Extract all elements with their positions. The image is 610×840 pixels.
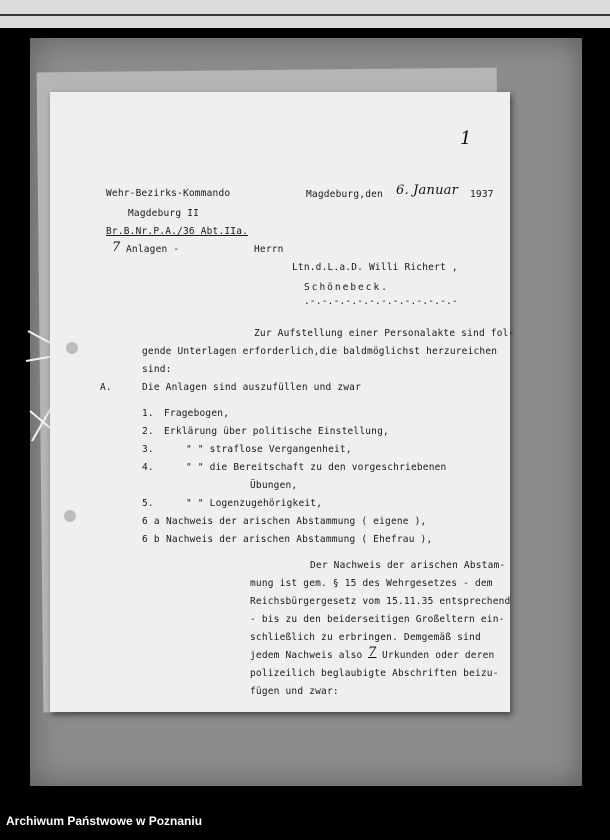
attachments-count: 7 [112,240,121,255]
section-letter: A. [100,382,112,393]
item-text: Erklärung über politische Einstellung, [164,426,389,437]
closing-line-3: Reichsbürgergesetz vom 15.11.35 entsprechend [250,596,511,607]
closing-line-8: fügen und zwar: [250,686,339,697]
urkunden-count: 7 [368,645,377,660]
top-rule [0,14,610,16]
intro-line-3: sind: [142,364,172,375]
salutation: Herrn [254,244,284,255]
punch-hole [64,510,76,522]
punch-hole [66,342,78,354]
closing-line-6a: jedem Nachweis also [250,650,363,661]
intro-line-2: gende Unterlagen erforderlich,die baldmöglichst herzureichen [142,346,498,357]
attachments-label: Anlagen - [126,244,180,255]
item-text: Übungen, [250,480,298,491]
section-text: Die Anlagen sind auszufüllen und zwar [142,382,362,393]
item-text: " " straflose Vergangenheit, [186,444,352,455]
letter-page [50,92,515,712]
handwritten-date: 6. Januar [396,183,459,198]
top-border [0,0,610,28]
item-number: 6 b [142,534,160,545]
item-text: Fragebogen, [164,408,230,419]
reference-number: Br.B.Nr.P.A./36 Abt.IIa. [106,226,249,237]
item-text: Nachweis der arischen Abstammung ( Ehefrau ), [166,534,433,545]
year: 1937 [470,189,494,200]
closing-line-7: polizeilich beglaubigte Abschriften beizu- [250,668,499,679]
office-city: Magdeburg II [128,208,200,219]
place-date: Magdeburg,den [306,189,383,200]
item-text: Nachweis der arischen Abstammung ( eigene ), [166,516,427,527]
item-number: 6 a [142,516,160,527]
recipient-city: Schönebeck. [304,282,389,293]
page-mark: 1 [460,128,472,149]
item-number: 1. [142,408,154,419]
item-number: 3. [142,444,154,455]
closing-line-6b: Urkunden oder deren [382,650,495,661]
item-number: 5. [142,498,154,509]
recipient-name: Ltn.d.L.a.D. Willi Richert , [292,262,458,273]
item-text: " " Logenzugehörigkeit, [186,498,323,509]
item-text: " " die Bereitschaft zu den vorgeschriebenen [186,462,447,473]
closing-line-1: Der Nachweis der arischen Abstam- [310,560,506,571]
closing-line-2: mung ist gem. § 15 des Wehrgesetzes - dem [250,578,493,589]
recipient-underline: .-.-.-.-.-.-.-.-.-.-.-.-.- [304,296,458,307]
archive-footer [0,806,610,840]
intro-line-1: Zur Aufstellung einer Personalakte sind fol- [254,328,515,339]
item-number: 4. [142,462,154,473]
office-name: Wehr-Bezirks-Kommando [106,188,231,199]
closing-line-4: - bis zu den beiderseitigen Großeltern ein- [250,614,505,625]
archive-name: Archiwum Państwowe w Poznaniu [6,814,203,828]
item-number: 2. [142,426,154,437]
closing-line-5: schließlich zu erbringen. Demgemäß sind [250,632,481,643]
